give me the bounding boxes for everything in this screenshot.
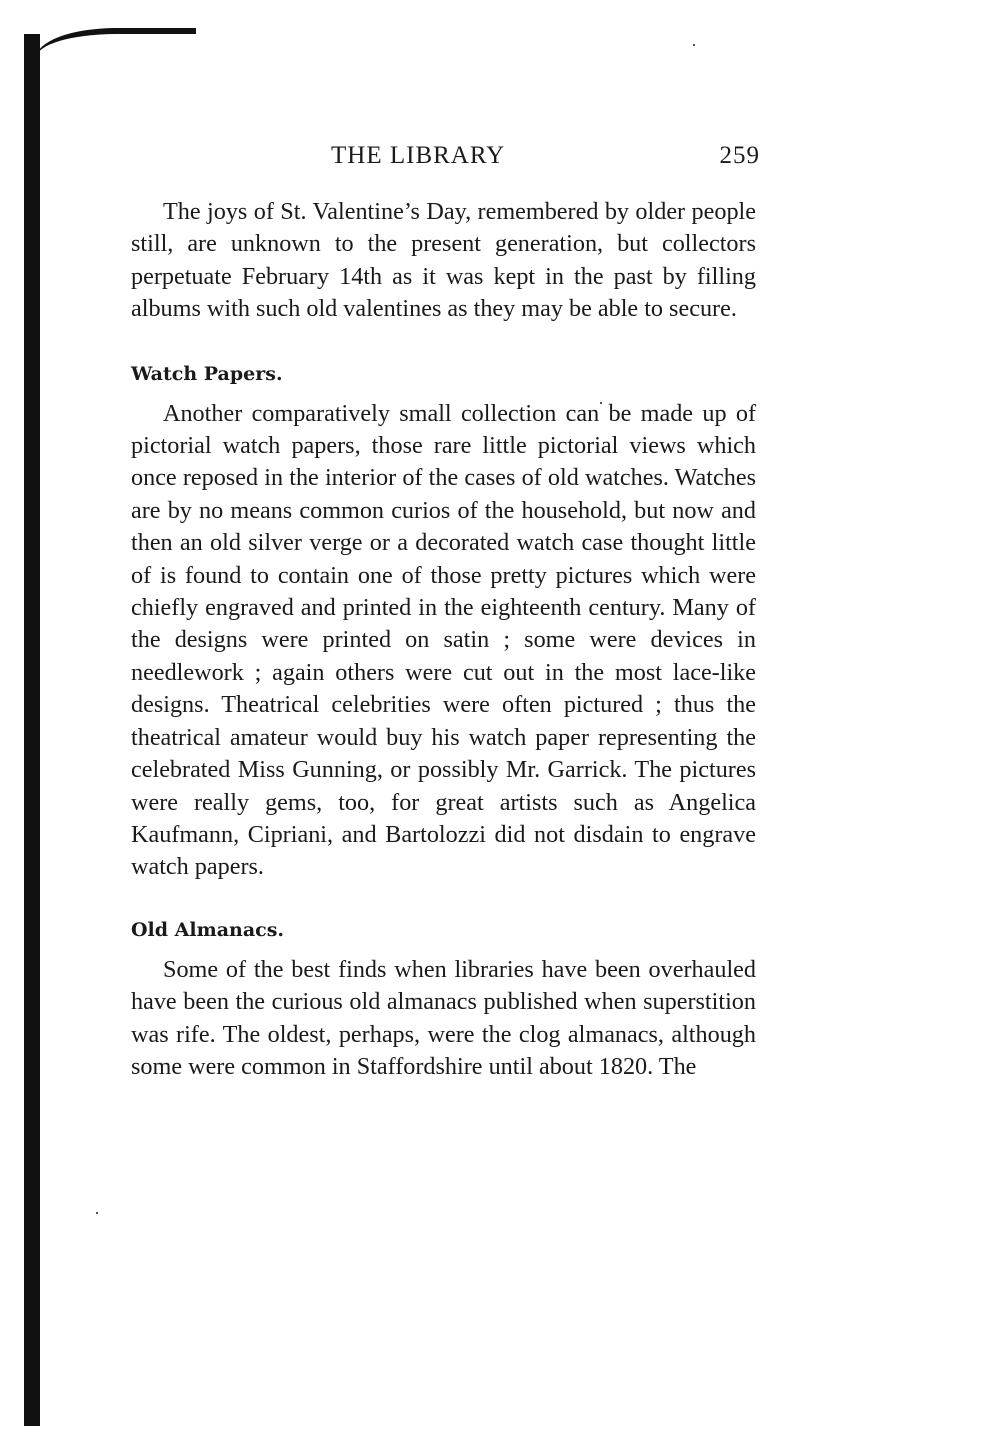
paragraph-old-almanacs: Some of the best finds when libraries have been overhauled have been the curious old almanacs published when superstition was rife. The oldest, perhaps, were the clog almanacs, although some were common in Staffordshire until about 1820. The bbox=[131, 955, 756, 1080]
heading-watch-papers: Watch Papers. bbox=[131, 362, 283, 385]
running-title: THE LIBRARY bbox=[331, 142, 506, 169]
scan-speck bbox=[693, 44, 695, 46]
page-binding-curl bbox=[36, 28, 196, 74]
paragraph-watch-papers: Another comparatively small collection can be made up of pictorial watch papers, those rare little pictorial views which once reposed in the interior of the cases of old watches. Watches are by no means common curios of the household, but now and then an old silver verge or a decorated watch case thought little of is found to contain one of those pretty pictures which were chiefly engraved and printed in the eighteenth century. Many of the designs were printed on satin ; some were devices in needlework ; again others were cut out in the most lace-like designs. Theatrical celebrities were often pictured ; thus the theatrical amateur would buy his watch paper representing the celebrated Miss Gunning, or possibly Mr. Garrick. The pictures were really gems, too, for great artists such as Angelica Kaufmann, Cipriani, and Bartolozzi did not disdain to engrave watch papers. bbox=[131, 399, 756, 881]
heading-old-almanacs: Old Almanacs. bbox=[131, 918, 285, 941]
scan-speck bbox=[96, 1212, 98, 1214]
running-head bbox=[131, 140, 760, 180]
book-page bbox=[131, 140, 760, 1083]
page-number: 259 bbox=[719, 142, 760, 169]
page-binding-edge bbox=[24, 34, 40, 1426]
paragraph-valentines: The joys of St. Valentine’s Day, remembered by older people still, are unknown to the present generation, but collectors perpetuate February 14th as it was kept in the past by filling albums with such old valentines as they may be able to secure. bbox=[131, 198, 756, 323]
